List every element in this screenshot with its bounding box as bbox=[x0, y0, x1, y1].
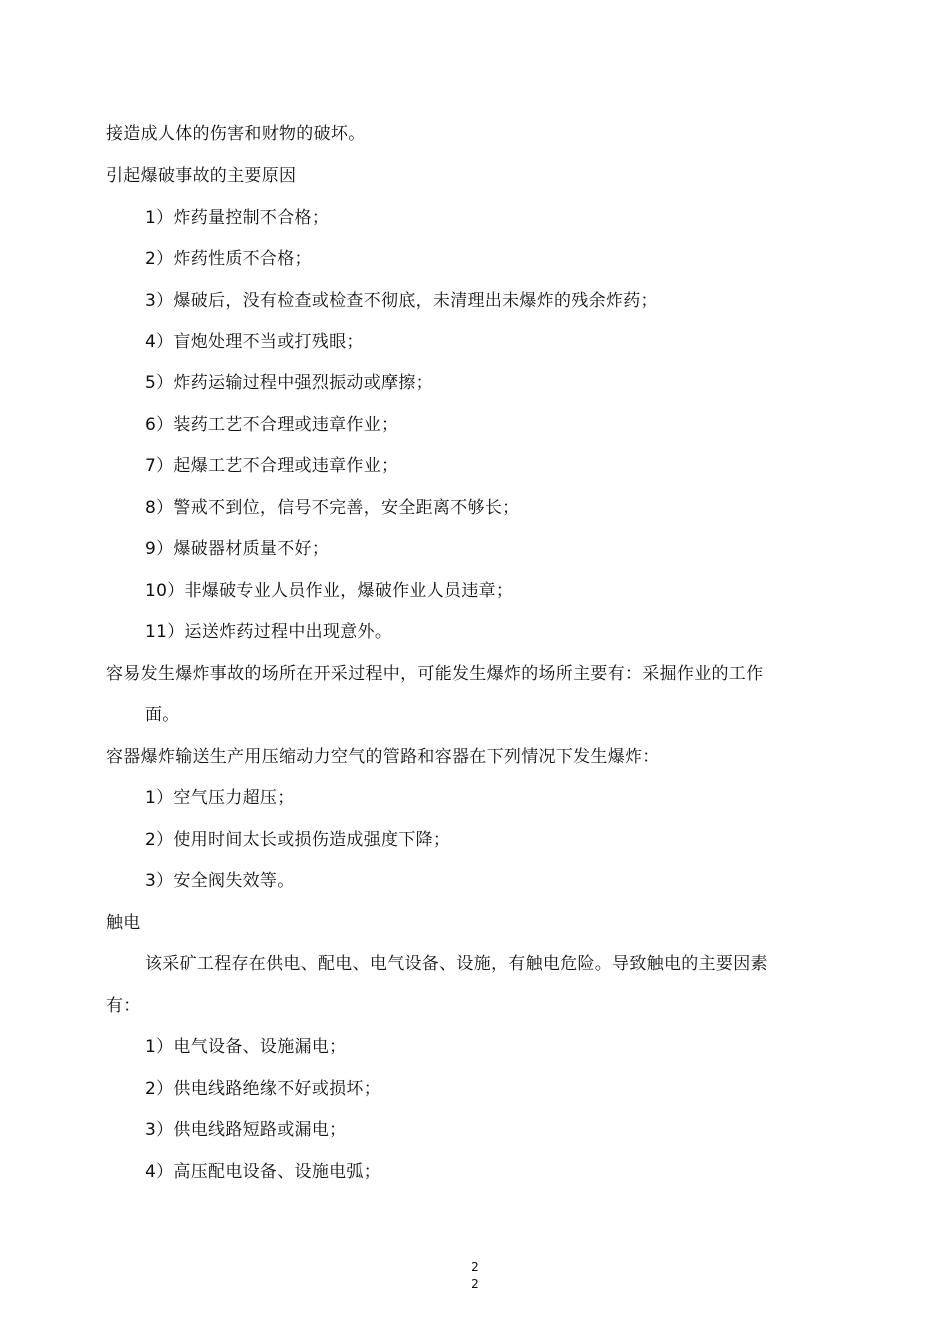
list-item: 2）供电线路绝缘不好或损坏； bbox=[145, 1079, 382, 1099]
page-number: 2 bbox=[471, 1277, 479, 1291]
list-item: 3）爆破后，没有检查或检查不彻底，未清理出未爆炸的残余炸药； bbox=[145, 291, 658, 311]
paragraph-continuation: 面。 bbox=[145, 705, 180, 725]
list-item: 7）起爆工艺不合理或违章作业； bbox=[145, 456, 399, 476]
list-item: 4）高压配电设备、设施电弧； bbox=[145, 1162, 382, 1182]
list-item: 1）电气设备、设施漏电； bbox=[145, 1037, 347, 1057]
list-item: 1）空气压力超压； bbox=[145, 788, 295, 808]
list-item: 8）警戒不到位，信号不完善，安全距离不够长； bbox=[145, 498, 520, 518]
list-item: 6）装药工艺不合理或违章作业； bbox=[145, 415, 399, 435]
paragraph-line: 该采矿工程存在供电、配电、电气设备、设施，有触电危险。导致触电的主要因素 bbox=[145, 954, 768, 974]
list-item: 2）炸药性质不合格； bbox=[145, 249, 312, 269]
list-item: 4）盲炮处理不当或打残眼； bbox=[145, 332, 364, 352]
list-item: 11）运送炸药过程中出现意外。 bbox=[145, 622, 393, 642]
list-item: 10）非爆破专业人员作业，爆破作业人员违章； bbox=[145, 581, 514, 601]
list-item: 1）炸药量控制不合格； bbox=[145, 208, 330, 228]
paragraph-continuation: 有： bbox=[106, 996, 141, 1016]
paragraph-line: 容器爆炸输送生产用压缩动力空气的管路和容器在下列情况下发生爆炸： bbox=[106, 747, 660, 767]
section-heading: 引起爆破事故的主要原因 bbox=[106, 166, 297, 186]
section-heading: 触电 bbox=[106, 913, 141, 933]
page-number: 2 bbox=[471, 1260, 479, 1274]
text-line: 接造成人体的伤害和财物的破坏。 bbox=[106, 124, 366, 144]
list-item: 3）安全阀失效等。 bbox=[145, 871, 295, 891]
list-item: 5）炸药运输过程中强烈振动或摩擦； bbox=[145, 373, 433, 393]
paragraph-line: 容易发生爆炸事故的场所在开采过程中，可能发生爆炸的场所主要有：采掘作业的工作 bbox=[106, 664, 764, 684]
list-item: 3）供电线路短路或漏电； bbox=[145, 1120, 347, 1140]
list-item: 2）使用时间太长或损伤造成强度下降； bbox=[145, 830, 451, 850]
list-item: 9）爆破器材质量不好； bbox=[145, 539, 330, 559]
